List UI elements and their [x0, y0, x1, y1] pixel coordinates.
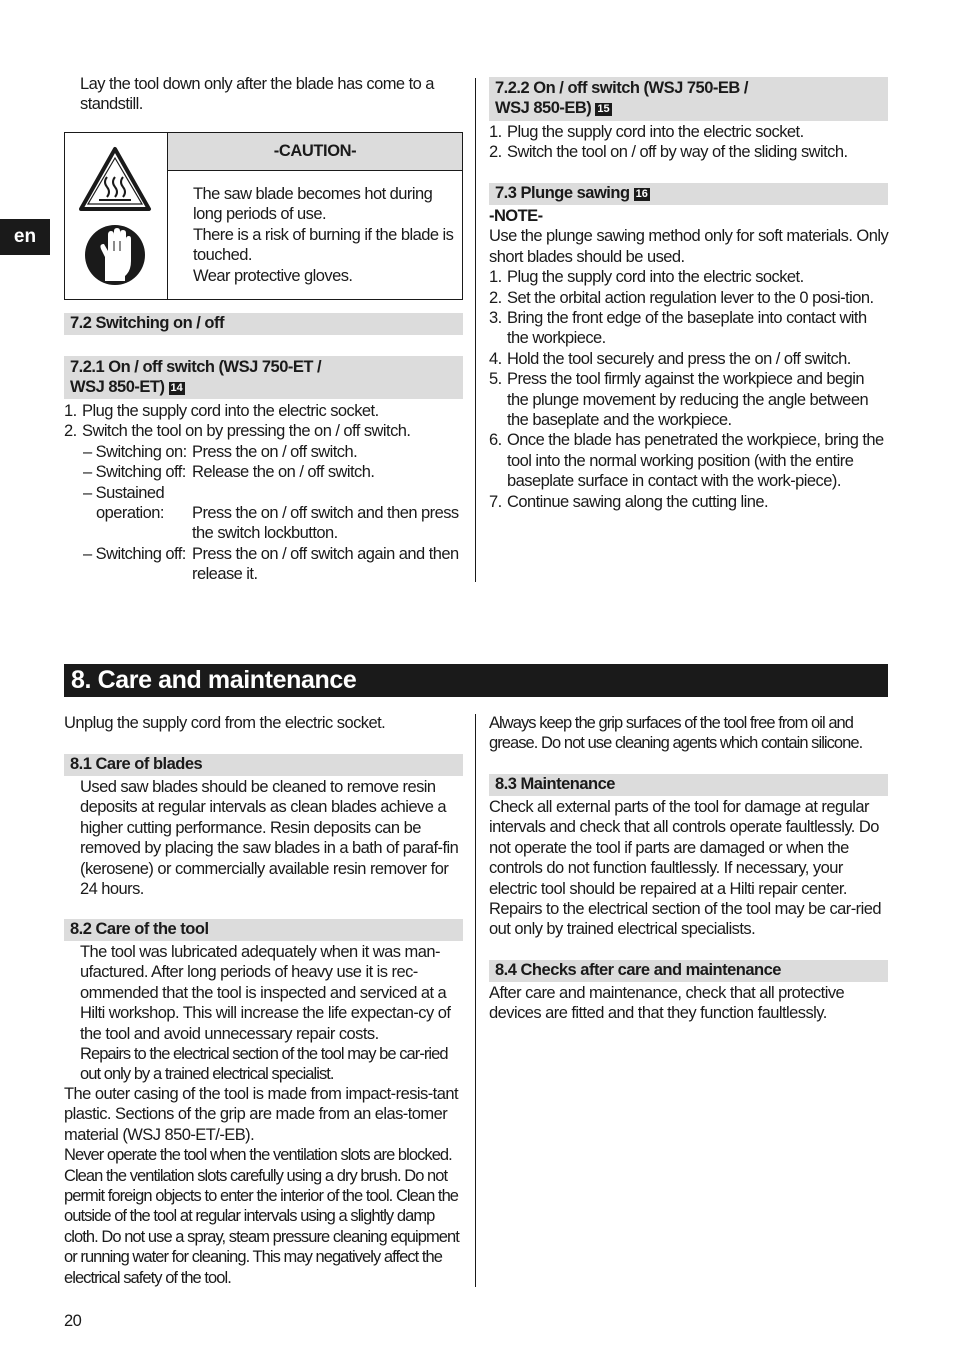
list-item: 5. Press the tool firmly against the workpiece and begin the plunge movement by reducing the angle between the baseplate and the workpiece. — [489, 370, 869, 430]
section-8-2-body-cont: The outer casing of the tool is made from impact-resis-tant plastic. Sections of the grip are made from an elas-tomer material (WSJ 850-ET/-EB). Never operate the tool when the ventilation slots are blocked. Clean the ventilation slots carefully using a dry brush. Do not permit foreign objects to enter the interior of the tool. Clean the outside of the tool at regular intervals using a slightly damp cloth. Do not use a spray, steam pressure cleaning equipment or running water for cleaning. This may negatively affect the electrical safety of the tool. — [64, 1085, 459, 1287]
list-item: 2. Switch the tool on by pressing the on / off switch. — [64, 422, 411, 441]
caution-icons — [65, 133, 168, 299]
caution-title: -CAUTION- — [168, 133, 462, 171]
list-item: 6. Once the blade has penetrated the workpiece, bring the tool into the normal working position (with the entire baseplate surface in contact with the work-piece). — [489, 431, 884, 491]
caution-text — [193, 184, 459, 286]
figure-ref: 16 — [635, 188, 648, 200]
list-item: 2. Switch the tool on / off by way of the sliding switch. — [489, 143, 848, 162]
section-heading-7-2-1: 7.2.1 On / off switch (WSJ 750-ET / WSJ 850-ET) 14 — [64, 356, 463, 399]
figure-ref: 14 — [170, 382, 183, 394]
protective-gloves-icon — [85, 225, 145, 285]
caution-line: There is a risk of burning if the blade is touched. — [193, 225, 454, 265]
switch-row: – Switching off: Press the on / off switch again and then release it. — [83, 544, 459, 584]
column-divider — [475, 714, 476, 1287]
hot-surface-warning-icon — [65, 133, 167, 299]
caution-line: Wear protective gloves. — [193, 266, 353, 285]
list-item: 1. Plug the supply cord into the electric socket. — [489, 123, 804, 141]
switch-row-label: – Sustained — [83, 483, 165, 502]
list-item: 1. Plug the supply cord into the electric socket. — [489, 268, 804, 287]
section-heading-8-3: 8.3 Maintenance — [489, 774, 888, 796]
chapter-8-intro: Unplug the supply cord from the electric socket. — [64, 714, 386, 732]
section-heading-8-2: 8.2 Care of the tool — [64, 919, 463, 941]
caution-box — [64, 132, 463, 300]
section-8-2-body: The tool was lubricated adequately when it was man-ufactured. After long periods of heavy use it is rec-ommended that the tool is inspected and serviced at a Hilti workshop. This will increase the life expectan-cy of the tool and avoid unnecessary repair costs. Repairs to the electrical section of the tool may be car-ried out only by a trained electrical specialist. — [80, 943, 451, 1084]
switch-row: – Switching off: Release the on / off switch. — [83, 463, 375, 482]
page-number: 20 — [64, 1312, 82, 1330]
section-7-2-2-body — [489, 122, 889, 163]
section-heading-7-2-2: 7.2.2 On / off switch (WSJ 750-EB / WSJ 850-EB) 15 — [489, 77, 888, 121]
column-divider — [475, 78, 476, 582]
figure-ref: 15 — [597, 103, 610, 115]
section-8-3-body: Check all external parts of the tool for damage at regular intervals and check that all controls operate faultlessly. Do not operate the tool if parts are damaged or when the controls do not function faultlessly. If necessary, your electric tool should be repaired at a Hilti repair center. Repairs to the electrical section of the tool may be car-ried out only by trained electrical specialists. — [489, 798, 881, 939]
chapter-8-right-intro: Always keep the grip surfaces of the tool free from oil and grease. Do not use cleaning agents which contain silicone. — [489, 714, 863, 753]
list-item: 4. Hold the tool securely and press the on / off switch. — [489, 349, 851, 368]
section-7-2-1-body — [64, 401, 464, 585]
section-heading-7-2: 7.2 Switching on / off — [64, 313, 463, 335]
list-item: 1. Plug the supply cord into the electric socket. — [64, 402, 379, 420]
section-8-4-body: After care and maintenance, check that all protective devices are fitted and that they function faultlessly. — [489, 984, 845, 1023]
section-heading-8-4: 8.4 Checks after care and maintenance — [489, 960, 888, 982]
section-7-3-body — [489, 206, 889, 512]
note-title: -NOTE- — [489, 207, 543, 225]
intro-text: Lay the tool down only after the blade has come to a standstill. — [80, 75, 434, 114]
list-item: 2. Set the orbital action regulation lever to the 0 posi-tion. — [489, 288, 874, 307]
list-item: 3. Bring the front edge of the baseplate into contact with the workpiece. — [489, 309, 867, 348]
caution-line: The saw blade becomes hot during long periods of use. — [193, 185, 433, 224]
section-heading-8-1: 8.1 Care of blades — [64, 754, 463, 776]
switch-row: operation: Press the on / off switch and then press the switch lockbutton. — [96, 504, 459, 543]
note-text: Use the plunge sawing method only for soft materials. Only short blades should be used. — [489, 227, 889, 266]
switch-row: – Switching on: Press the on / off switch. — [83, 442, 358, 461]
chapter-heading: 8. Care and maintenance — [64, 664, 888, 697]
list-item: 7. Continue sawing along the cutting line. — [489, 492, 769, 511]
language-tab: en — [0, 219, 50, 255]
section-8-1-body: Used saw blades should be cleaned to remove resin deposits at regular intervals as clean blades achieve a higher cutting performance. Resin deposits can be removed by placing the saw blades in a bath of paraf-fin (kerosene) or commercially available resin remover for 24 hours. — [80, 778, 459, 899]
section-heading-7-3: 7.3 Plunge sawing 16 — [489, 183, 888, 205]
